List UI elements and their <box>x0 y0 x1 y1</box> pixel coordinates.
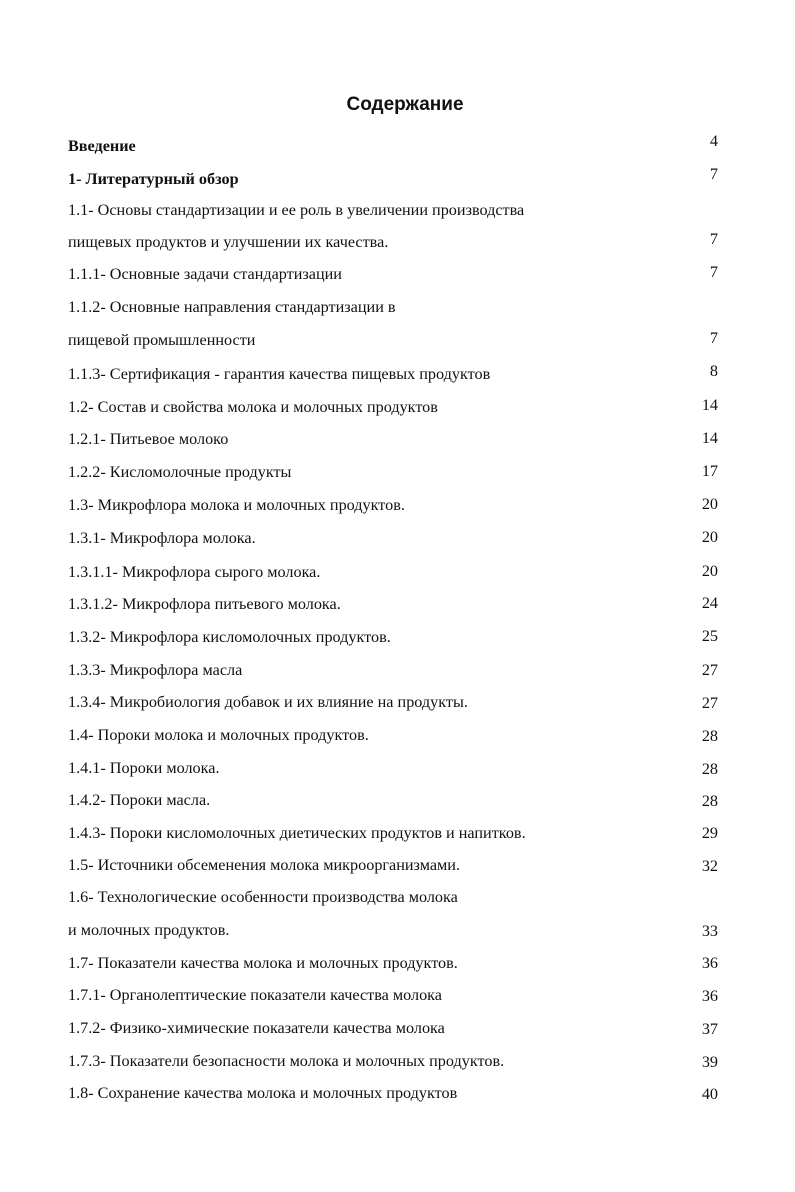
toc-entry-text: и молочных продуктов. <box>68 921 230 939</box>
toc-entry-text: 1.3- Микрофлора молока и молочных продуктов. <box>68 496 405 514</box>
toc-entry-text: 1.5- Источники обсеменения молока микроорганизмами. <box>68 856 460 874</box>
toc-entry-text: 1.1.1- Основные задачи стандартизации <box>68 265 342 283</box>
toc-entry-text: пищевых продуктов и улучшении их качества. <box>68 233 389 251</box>
toc-entry-page: 33 <box>701 922 718 940</box>
toc-entry-page: 7 <box>709 230 718 248</box>
toc-entry-text: 1.1- Основы стандартизации и ее роль в увеличении производства <box>68 201 525 219</box>
toc-entry-page: 20 <box>701 495 718 513</box>
toc-entry-text: 1.7- Показатели качества молока и молочных продуктов. <box>68 954 458 972</box>
toc-entry-page: 20 <box>701 562 718 580</box>
toc-entry-page: 28 <box>701 792 718 810</box>
toc-entry-text: 1.3.3- Микрофлора масла <box>68 661 243 679</box>
page-title: Содержание <box>346 94 464 115</box>
toc-entry-text: 1.4- Пороки молока и молочных продуктов. <box>68 726 369 744</box>
toc-entry-page: 39 <box>701 1053 718 1071</box>
toc-entry-page: 40 <box>701 1085 718 1103</box>
toc-entry-page: 27 <box>701 661 718 679</box>
toc-entry-text: 1.3.1.2- Микрофлора питьевого молока. <box>68 595 341 613</box>
toc-entry-page: 28 <box>701 760 718 778</box>
toc-entry-page: 14 <box>701 396 718 414</box>
toc-entry-text: 1.3.4- Микробиология добавок и их влияние на продукты. <box>68 693 468 711</box>
toc-entry-page: 36 <box>701 954 718 972</box>
toc-entry-page: 7 <box>709 263 718 281</box>
toc-entry-text: 1.1.2- Основные направления стандартизации в <box>68 298 396 316</box>
toc-entry-text: 1.4.3- Пороки кисломолочных диетических продуктов и напитков. <box>68 824 526 842</box>
toc-entry-page: 25 <box>701 627 718 645</box>
toc-entry-page: 32 <box>701 857 718 875</box>
toc-entry-text: 1.2- Состав и свойства молока и молочных продуктов <box>68 398 438 416</box>
toc-entry-page: 8 <box>709 362 718 380</box>
toc-entry-page: 4 <box>709 132 718 150</box>
toc-entry-text: 1.6- Технологические особенности производства молока <box>68 888 458 906</box>
toc-entry-page: 29 <box>701 824 718 842</box>
toc-entry-text: пищевой промышленности <box>68 331 256 349</box>
toc-entry-page: 17 <box>701 462 718 480</box>
toc-entry-text: 1.4.2- Пороки масла. <box>68 791 211 809</box>
toc-entry-text: 1.2.2- Кисломолочные продукты <box>68 463 292 481</box>
toc-entry-text: 1- Литературный обзор <box>68 170 239 188</box>
toc-entry-text: 1.7.2- Физико-химические показатели качества молока <box>68 1019 445 1037</box>
toc-entry-text: 1.2.1- Питьевое молоко <box>68 430 229 448</box>
toc-entry-text: 1.7.3- Показатели безопасности молока и молочных продуктов. <box>68 1052 505 1070</box>
toc-entry-text: 1.3.2- Микрофлора кисломолочных продуктов. <box>68 628 391 646</box>
toc-entry-text: 1.4.1- Пороки молока. <box>68 759 220 777</box>
toc-entry-text: 1.1.3- Сертификация - гарантия качества пищевых продуктов <box>68 365 491 383</box>
toc-entry-text: Введение <box>68 137 136 155</box>
toc-entry-page: 20 <box>701 528 718 546</box>
toc-entry-text: 1.3.1- Микрофлора молока. <box>68 529 256 547</box>
toc-entry-text: 1.8- Сохранение качества молока и молочных продуктов <box>68 1084 458 1102</box>
toc-entry-page: 28 <box>701 727 718 745</box>
toc-entry-page: 7 <box>709 165 718 183</box>
toc-entry-page: 37 <box>701 1020 718 1038</box>
toc-entry-page: 36 <box>701 987 718 1005</box>
toc-entry-text: 1.3.1.1- Микрофлора сырого молока. <box>68 563 321 581</box>
toc-entry-page: 27 <box>701 694 718 712</box>
toc-entry-page: 14 <box>701 429 718 447</box>
toc-entry-text: 1.7.1- Органолептические показатели качества молока <box>68 986 442 1004</box>
toc-entry-page: 7 <box>709 329 718 347</box>
toc-entry-page: 24 <box>701 594 718 612</box>
